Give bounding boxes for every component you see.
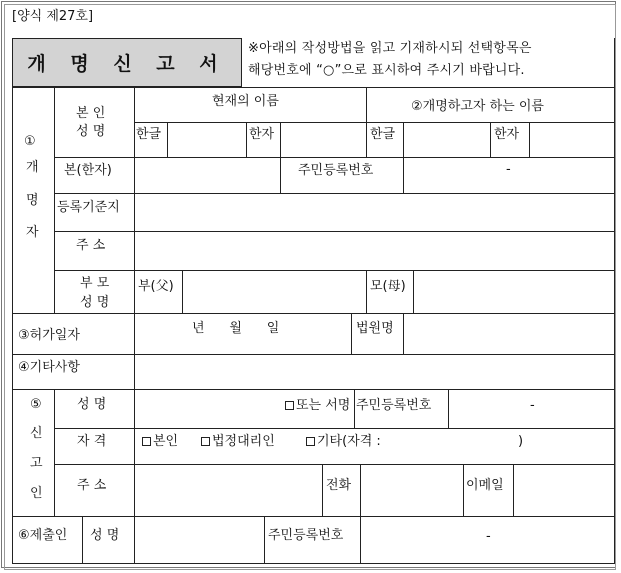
- reporter-address-label: 주 소: [77, 478, 107, 493]
- section1-char: 개: [26, 160, 39, 175]
- row-divider: [12, 313, 615, 314]
- qualification-option-legal-rep[interactable]: [201, 434, 275, 449]
- current-hanja-name-field[interactable]: [281, 123, 365, 157]
- col-divider: [366, 87, 367, 158]
- rrn-label: 주민등록번호: [298, 163, 374, 178]
- col-divider: [264, 516, 265, 564]
- row-divider: [54, 428, 615, 429]
- table-right-border: [614, 38, 615, 564]
- new-hanja-name-field[interactable]: [530, 123, 614, 157]
- reporter-rrn-label: 주민등록번호: [356, 398, 432, 413]
- mother-label: 모(母): [370, 279, 406, 294]
- col-divider: [322, 464, 323, 517]
- row-divider: [54, 270, 615, 271]
- hangul-label: 한글: [370, 127, 396, 142]
- section1-number: ①: [24, 134, 36, 149]
- email-field[interactable]: [514, 465, 614, 515]
- col-divider: [134, 313, 135, 355]
- phone-field[interactable]: [361, 465, 462, 515]
- col-divider: [413, 270, 414, 314]
- form-title: 개 명 신 고 서: [27, 53, 227, 75]
- submitter-name-field[interactable]: [135, 517, 263, 563]
- col-divider: [351, 313, 352, 355]
- hanja-label: 한자: [494, 127, 520, 142]
- reporter-address-field[interactable]: [135, 465, 321, 515]
- col-divider: [54, 87, 55, 314]
- checkbox-icon: [142, 437, 151, 446]
- notice-line-1: ※아래의 작성방법을 읽고 기재하시되 선택항목은: [248, 41, 532, 56]
- name-label-2: 성 명: [76, 124, 106, 139]
- submitter-label: ⑥제출인: [18, 528, 68, 543]
- other-notes-field[interactable]: [135, 355, 614, 388]
- reporter-name-label: 성 명: [77, 397, 107, 412]
- section5-char: 고: [30, 456, 43, 471]
- option-label: 법정대리인: [212, 434, 275, 449]
- section5-char: 신: [30, 426, 43, 441]
- rrn-dash: -: [506, 162, 511, 177]
- col-divider: [54, 389, 55, 517]
- section1-char: 자: [26, 225, 39, 240]
- phone-label: 전화: [326, 478, 352, 493]
- new-hangul-name-field[interactable]: [404, 123, 489, 157]
- current-hangul-name-field[interactable]: [168, 123, 245, 157]
- qualification-close-paren: ): [518, 434, 524, 449]
- new-name-label: ②개명하고자 하는 이름: [411, 99, 544, 114]
- bon-field[interactable]: [135, 158, 279, 193]
- col-divider: [448, 389, 449, 429]
- col-divider: [366, 270, 367, 314]
- registry-field[interactable]: [135, 194, 614, 230]
- father-label: 부(父): [138, 279, 174, 294]
- col-divider: [490, 122, 491, 158]
- registry-label: 등록기준지: [57, 200, 120, 215]
- col-divider: [82, 516, 83, 564]
- row-divider: [12, 389, 615, 390]
- col-divider: [463, 464, 464, 517]
- section5-char: 인: [30, 486, 43, 501]
- hangul-label: 한글: [136, 127, 162, 142]
- parents-label-2: 성 명: [80, 295, 110, 310]
- permit-date-value: 년 월 일: [192, 321, 280, 336]
- qualification-option-self[interactable]: [142, 434, 178, 449]
- seal-area[interactable]: [285, 398, 350, 413]
- parents-label-1: 부 모: [80, 276, 110, 291]
- checkbox-icon: [285, 401, 294, 410]
- permit-date-label: ③허가일자: [18, 328, 80, 343]
- address-label: 주 소: [76, 238, 106, 253]
- reporter-rrn-dash: -: [530, 398, 535, 413]
- qualification-option-other[interactable]: [306, 434, 381, 449]
- form-number: [양식 제27호]: [12, 9, 94, 24]
- table-top-border: [12, 87, 615, 88]
- submitter-rrn-label: 주민등록번호: [268, 528, 344, 543]
- section5-number: ⑤: [30, 397, 42, 412]
- col-divider: [403, 313, 404, 355]
- row-divider: [12, 516, 615, 517]
- current-name-label: 현재의 이름: [212, 94, 279, 109]
- address-field[interactable]: [135, 232, 614, 269]
- col-divider: [354, 389, 355, 429]
- other-notes-label: ④기타사항: [18, 360, 80, 375]
- court-label: 법원명: [356, 321, 394, 336]
- col-divider: [360, 516, 361, 564]
- option-label: 기타(자격 :: [317, 434, 381, 449]
- table-bottom-border: [12, 563, 615, 564]
- hanja-label: 한자: [249, 127, 275, 142]
- name-label-1: 본 인: [76, 106, 106, 121]
- table-left-border: [12, 87, 13, 564]
- checkbox-icon: [306, 437, 315, 446]
- submitter-name-label: 성 명: [90, 528, 120, 543]
- qualification-label: 자 격: [77, 434, 107, 449]
- checkbox-icon: [201, 437, 210, 446]
- option-label: 본인: [153, 434, 179, 449]
- col-divider: [182, 270, 183, 314]
- notice-line-2: 해당번호에 “○”으로 표시하여 주시기 바랍니다.: [248, 63, 525, 78]
- seal-label: 또는 서명: [296, 398, 351, 413]
- section1-char: 명: [26, 193, 39, 208]
- bon-label: 본(한자): [64, 163, 112, 178]
- email-label: 이메일: [466, 478, 504, 493]
- col-divider: [246, 122, 247, 158]
- submitter-rrn-dash: -: [486, 529, 491, 544]
